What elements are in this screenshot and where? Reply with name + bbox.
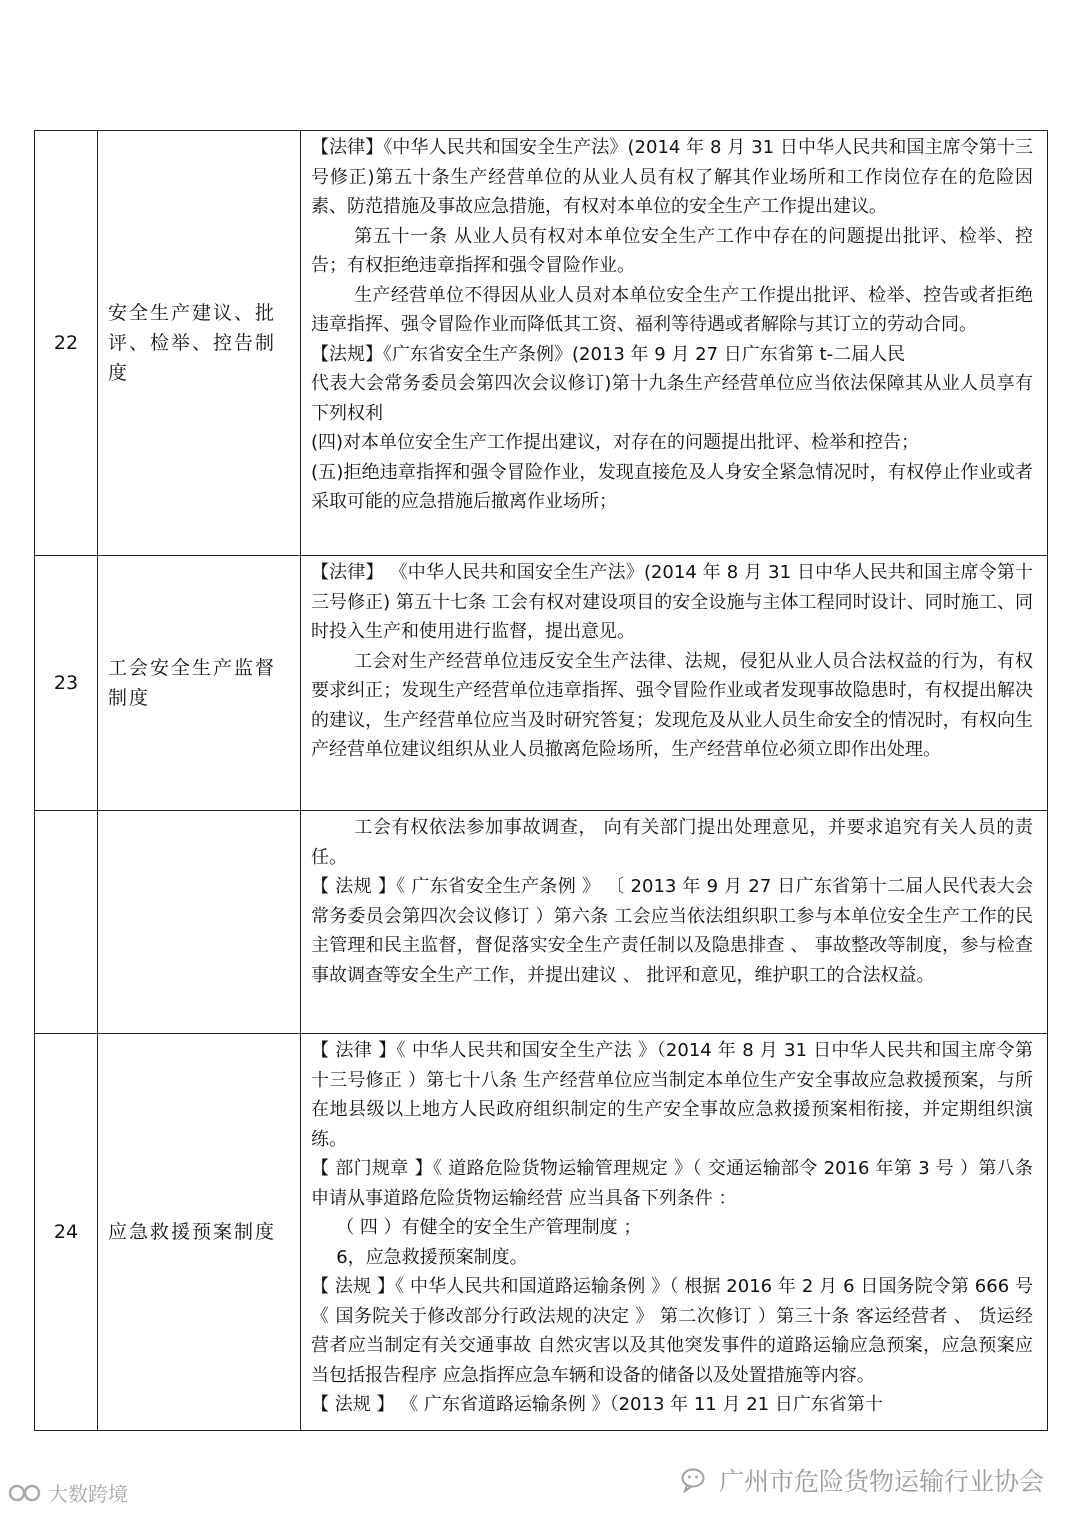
legal-paragraph: 【 部门规章 】《 道路危险货物运输管理规定 》（ 交通运输部令 2016 年第 3 号 ）第八条 申请从事道路危险货物运输经营 应当具备下列条件 ： [311, 1158, 1033, 1209]
legal-paragraph: 生产经营单位不得因从业人员对本单位安全生产工作提出批评、检举、控告或者拒绝违章指挥、强令冒险作业而降低其工资、福利等待遇或者解除与其订立的劳动合同。 [311, 284, 1033, 335]
legal-paragraph: 【法律】《中华人民共和国安全生产法》(2014 年 8 月 31 日中华人民共和国主席令第十三号修正)第五十条生产经营单位的从业人员有权了解其作业场所和工作岗位存在的危险因素、防范措施及事故应急措施，有权对本单位的安全生产工作提出建议。 [311, 137, 1033, 217]
legal-paragraph: 第五十一条 从业人员有权对本单位安全生产工作中存在的问题提出批评、检举、控告；有权拒绝违章指挥和强令冒险作业。 [311, 225, 1033, 276]
legal-paragraph: 【 法规 】《 广东省安全生产条例 》 〔 2013 年 9 月 27 日广东省第十二届人民代表大会常务委员会第四次会议修订 ）第六条 工会应当依法组织职工参与本单位安全生产工作的民主管理和民主监督，督促落实安全生产责任制以及隐患排查 、 事故整改等制度，参与检查 事故调查等安全生产工作，并提出建议 、 批评和意见，维护职工的合法权益。 [311, 876, 1033, 986]
legal-paragraph: 6，应急救援预案制度。 [336, 1246, 528, 1268]
system-name-cell: 安全生产建议、批评、检举、控告制度 [98, 131, 301, 556]
watermark-text: 广州市危险货物运输行业协会 [718, 1467, 1044, 1496]
table-row [35, 556, 1048, 811]
legal-paragraph: 工会有权依法参加事故调查， 向有关部门提出处理意见，并要求追究有关人员的责任。 [311, 817, 1033, 868]
legal-paragraph: (四)对本单位安全生产工作提出建议，对存在的问题提出批评、检举和控告； [311, 432, 920, 453]
legal-basis-cell [301, 556, 1048, 811]
watermark [681, 1462, 1044, 1498]
legal-paragraph: 【 法律 】《 中华人民共和国安全生产法 》（2014 年 8 月 31 日中华人民共和国主席令第十三号修正 ）第七十八条 生产经营单位应当制定本单位生产安全事故应急救援预案，与所在地县级以上地方人民政府组织制定的生产安全事故应急救援预案相衔接，并定期组织演练。 [311, 1040, 1033, 1150]
system-name-cell: 应急救援预案制度 [98, 1034, 301, 1431]
row-number-cell: 23 [35, 556, 98, 811]
legal-basis-cell [301, 811, 1048, 1034]
legal-basis-cell [301, 1034, 1048, 1431]
table-row [35, 131, 1048, 556]
table-row [35, 811, 1048, 1034]
legal-paragraph: 工会对生产经营单位违反安全生产法律、法规，侵犯从业人员合法权益的行为，有权要求纠正；发现生产经营单位违章指挥、强令冒险作业或者发现事故隐患时，有权提出解决的建议，生产经营单位应当及时研究答复；发现危及从业人员生命安全的情况时，有权向生产经营单位建议组织从业人员撤离危险场所，生产经营单位必须立即作出处理。 [311, 650, 1033, 760]
table-body [35, 131, 1048, 1431]
regulation-table [34, 130, 1048, 1431]
row-number-cell: 24 [35, 1034, 98, 1431]
legal-paragraph: 【 法规 】 《 广东省道路运输条例 》（2013 年 11 月 21 日广东省第十 [311, 1394, 883, 1415]
system-name-cell: 工会安全生产监督制度 [98, 556, 301, 811]
corner-logo-text: 大数跨境 [48, 1482, 128, 1506]
corner-logo [8, 1478, 128, 1507]
wechat-chat-icon [681, 1467, 711, 1493]
system-name-cell [98, 811, 301, 1034]
legal-basis-cell [301, 131, 1048, 556]
row-number-cell [35, 811, 98, 1034]
legal-paragraph: 【法规】《广东省安全生产条例》(2013 年 9 月 27 日广东省第 t-二届人民 [311, 343, 906, 365]
logo-icon [8, 1481, 42, 1505]
legal-paragraph: （ 四 ）有健全的安全生产管理制度 ； [336, 1217, 642, 1238]
legal-paragraph: 代表大会常务委员会第四次会议修订)第十九条生产经营单位应当依法保障其从业人员享有下列权利 [311, 373, 1033, 424]
legal-paragraph: 【 法规 】《 中华人民共和国道路运输条例 》（ 根据 2016 年 2 月 6 日国务院令第 666 号 《 国务院关于修改部分行政法规的决定 》 第二次修订 ）第三十条 客运经营者 、 货运经营者应当制定有关交通事故 自然灾害以及其他突发事件的道路运输应急预案，应急预案应当包括报告程序 应急指挥应急车辆和设备的储备以及处置措施等内容。 [311, 1276, 1033, 1386]
row-number-cell: 22 [35, 131, 98, 556]
table-row [35, 1034, 1048, 1431]
legal-paragraph: (五)拒绝违章指挥和强令冒险作业，发现直接危及人身安全紧急情况时，有权停止作业或者采取可能的应急措施后撤离作业场所； [311, 461, 1033, 512]
legal-paragraph: 【法律】 《中华人民共和国安全生产法》(2014 年 8 月 31 日中华人民共和国主席令第十三号修正) 第五十七条 工会有权对建设项目的安全设施与主体工程同时设计、同时施工、同时投入生产和使用进行监督，提出意见。 [311, 562, 1033, 642]
